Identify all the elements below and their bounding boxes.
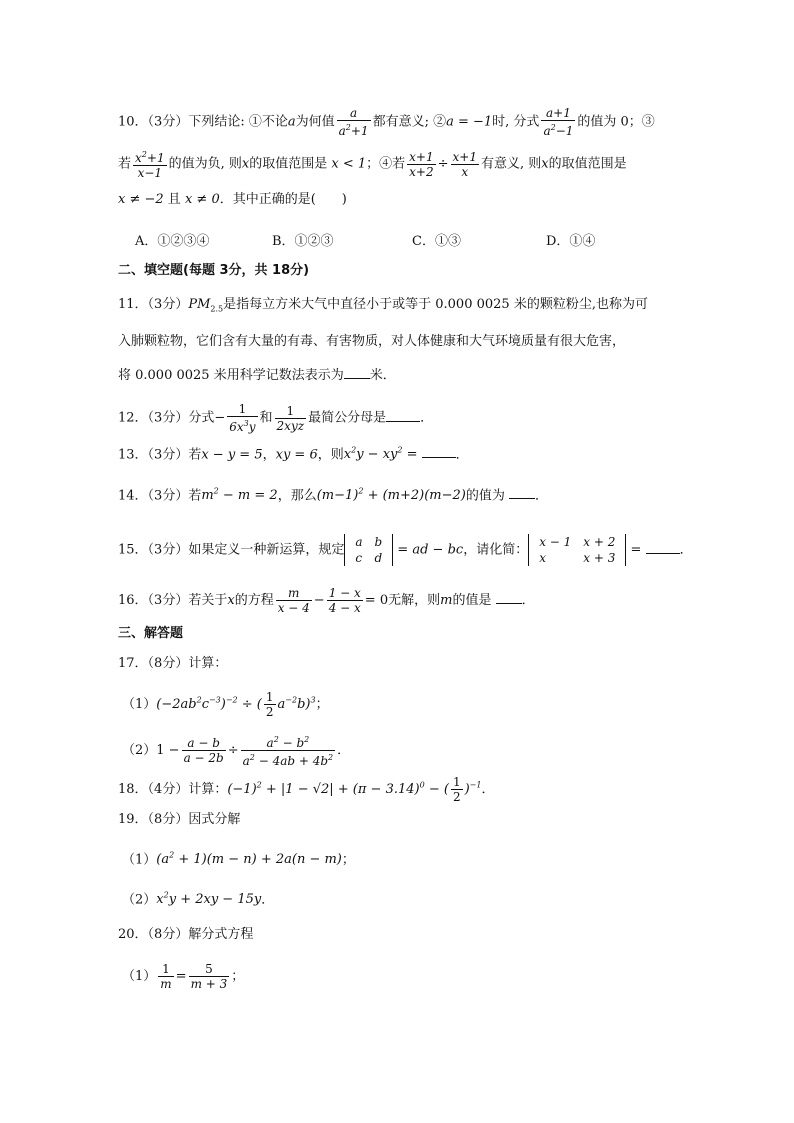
- q19-part2: $(2)x^2y + 2xy - 15y$．: [122, 891, 275, 908]
- fraction: $\frac{1}{m}$: [160, 962, 172, 991]
- fraction: $\frac{1 - x}{4 - x}$: [328, 586, 361, 615]
- q17-part2: （2）1 − $\frac{a - b}{a - 2b}$ ÷ $\frac{a^2 - b^2}{a^2 - 4ab + 4b^2}$ ．: [122, 735, 351, 768]
- fraction: $\frac{1}{2}$: [265, 690, 274, 719]
- q10-number: 10．: [118, 114, 148, 130]
- q11-line2: 入肺颗粒物，它们含有大量的有毒、有害物质，对人体健康和大气环境质量有很大危害，: [118, 334, 626, 349]
- section-fill-in-title: 二、填空题(每题 3分，共 18分): [118, 263, 310, 278]
- q13-line: 13．（3分）若x − y = 5，xy = 6，则$x^2y - xy^2$ = ．: [118, 446, 469, 463]
- q16-line: 16．（3分）若关于x的方程 $\frac{m}{x - 4}$ − $\frac{1 - x}{4 - x}$ = 0无解，则m的值是 ．: [118, 586, 535, 615]
- fraction: $\frac{1}{6x^3y}$: [229, 402, 256, 434]
- q19-part1: $(1)(a^2 + 1)(m - n) + 2a(n - m)$；: [122, 851, 355, 868]
- q10-score: （3分）: [147, 114, 189, 130]
- answer-blank[interactable]: [509, 486, 535, 499]
- answer-blank[interactable]: [422, 445, 456, 458]
- section-solve-title: 三、解答题: [118, 626, 184, 641]
- q10-option-c: C．①③: [412, 234, 461, 249]
- answer-blank[interactable]: [386, 409, 420, 422]
- fraction: $\frac{x^2+1}{x-1}$: [135, 150, 165, 180]
- fraction: $\frac{x+1}{x+2}$: [409, 149, 434, 179]
- determinant: x − 1 x + 2 x x + 3: [528, 534, 626, 566]
- q10-option-b: B．①②③: [272, 234, 334, 249]
- q10-option-d: D．①④: [546, 234, 596, 249]
- q11-line1: 11．（3分）$PM_{2.5}$是指每立方米大气中直径小于或等于 0.000 0025 米的颗粒粉尘,也称为可: [118, 297, 648, 314]
- fraction: $\frac{a}{a^2+1}$: [338, 106, 369, 138]
- fraction: $\frac{1}{\text{2xyz}}$: [276, 403, 305, 433]
- determinant: a b c d: [344, 534, 393, 566]
- answer-blank[interactable]: [344, 366, 370, 379]
- q18-line: 18．（4分）计算：$(-1)^2 + |1 - √2| + (\pi - 3.14)^0$ − ( $\frac{1}{2}$ )$^{-1}$．: [118, 775, 495, 804]
- q17-part1: $(1)(-2ab^2c^{-3})^{-2}$ ÷ ( $\frac{1}{2}$ $a^{-2}b)^3$；: [122, 690, 329, 719]
- q17-line: 17．（8分）计算：: [118, 656, 228, 671]
- fraction: $\frac{5}{m + 3}$: [190, 962, 228, 991]
- fraction: $\frac{m}{x - 4}$: [277, 586, 310, 615]
- q19-line: 19．（8分）因式分解: [118, 812, 241, 827]
- q15-line: 15．（3分）如果定义一种新运算，规定 a b c d = ad − bc，请化简： x − 1 x + 2 x x + 3 = ．: [118, 535, 693, 565]
- q20-part1: （1） $\frac{1}{m}$ = $\frac{5}{m + 3}$ ；: [122, 962, 245, 991]
- fraction: $\frac{a^2 - b^2}{a^2 - 4ab + 4b^2}$: [242, 735, 334, 768]
- fraction: $\frac{1}{2}$: [452, 775, 461, 804]
- q11-line3: 将 0.000 0025 米用科学记数法表示为 米．: [118, 368, 396, 383]
- fraction: $\frac{a+1}{a^2-1}$: [543, 106, 574, 138]
- fraction: $\frac{a - b}{a - 2b}$: [183, 736, 224, 765]
- fraction: $\frac{x+1}{x}$: [452, 149, 477, 179]
- q14-line: 14．（3分）若$m^2 - m = 2$，那么$(m-1)^2 + (m+2)(m-2)$的值为 ．: [118, 487, 549, 504]
- q20-line: 20．（8分）解分式方程: [118, 927, 254, 942]
- q10-option-a: A．①②③④: [135, 234, 210, 249]
- q10-line2: 若 $\frac{x^2+1}{x-1}$ 的值为负, 则x的取值范围是 x < 1；④若 $\frac{x+1}{x+2}$ ÷ $\frac{x+1}{x}$ 有意义, 则x的取值范围是: [118, 149, 627, 180]
- q10-line1: 10．（3分）下列结论: ①不论a为何值 $\frac{a}{a^2+1}$ 都有意义; ②a = −1时, 分式 $\frac{a+1}{a^2-1}$ 的值为 0；③: [118, 106, 655, 138]
- q12-line: 12．（3分）分式− $\frac{1}{6x^3y}$ 和 $\frac{1}{\text{2xyz}}$ 最简公分母是 ．: [118, 402, 434, 434]
- answer-blank[interactable]: [496, 591, 522, 604]
- answer-blank[interactable]: [646, 541, 680, 554]
- q10-line3: x ≠ −2 且 x ≠ 0．其中正确的是( ): [118, 192, 347, 207]
